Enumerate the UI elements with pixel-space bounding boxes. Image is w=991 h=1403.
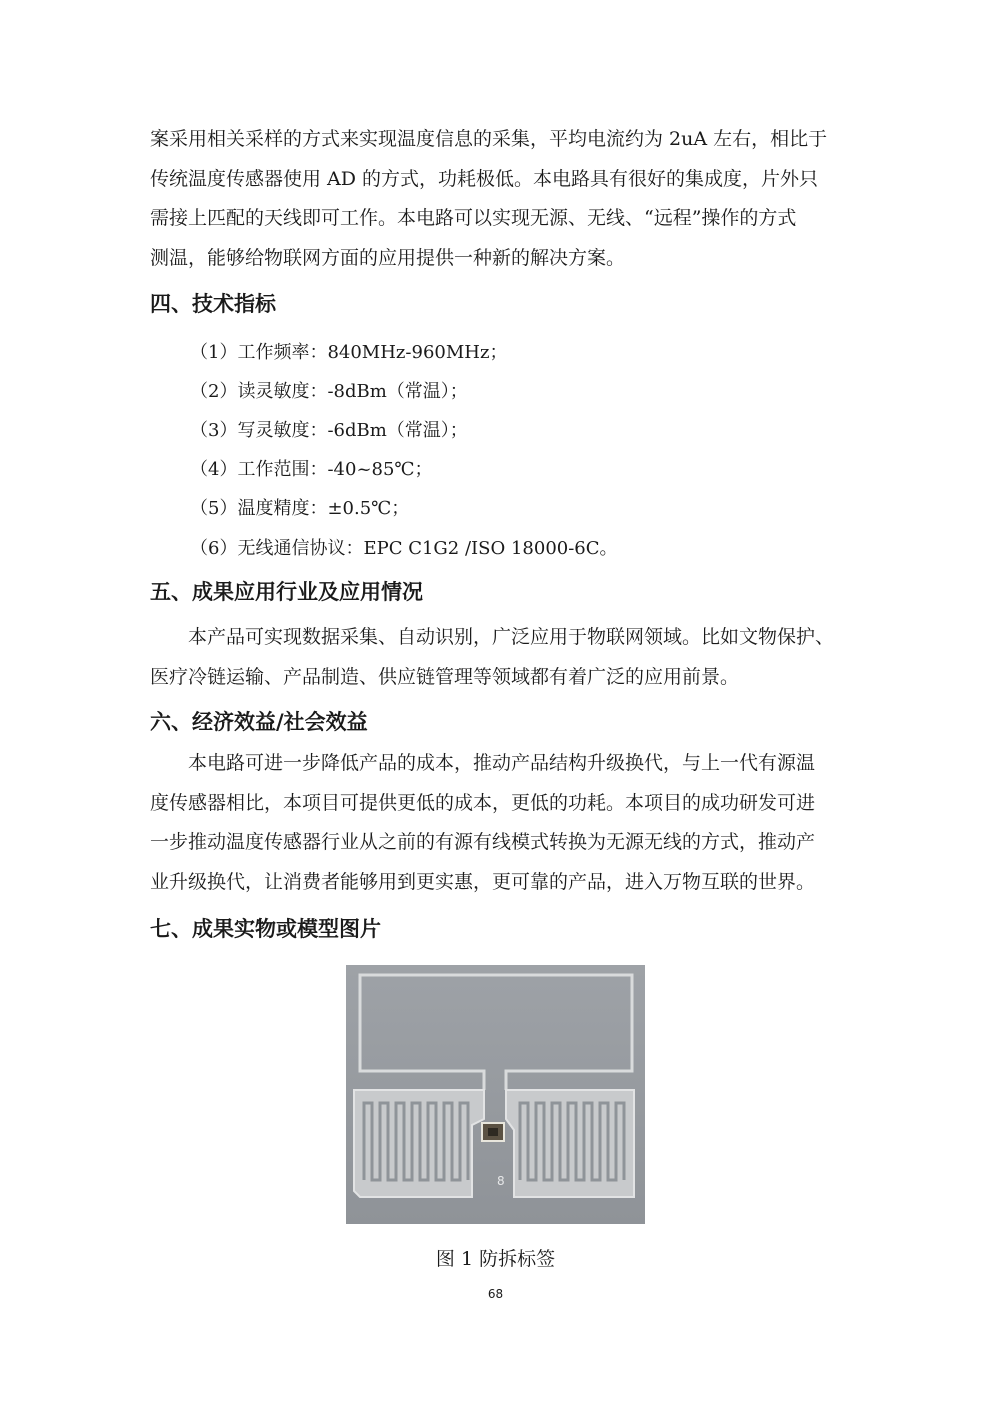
section-6-heading: 六、经济效益/社会效益 — [150, 710, 368, 734]
intro-line-3: 需接上匹配的天线即可工作。本电路可以实现无源、无线、“远程”操作的方式 — [150, 207, 797, 229]
intro-line-2: 传统温度传感器使用 AD 的方式，功耗极低。本电路具有很好的集成度，片外只 — [150, 167, 819, 190]
section-5-heading: 五、成果应用行业及应用情况 — [150, 580, 423, 604]
spec-item-2: （2）读灵敏度：-8dBm（常温）； — [190, 381, 468, 402]
tag-photo — [346, 965, 645, 1224]
section-5-paragraph — [150, 618, 842, 697]
figure-caption: 图 1 防拆标签 — [435, 1248, 556, 1270]
section-4-heading: 四、技术指标 — [150, 292, 276, 316]
spec-item-5: （5）温度精度：±0.5℃； — [190, 498, 410, 519]
section-5-line-2: 医疗冷链运输、产品制造、供应链管理等领域都有着广泛的应用前景。 — [150, 665, 740, 688]
tamper-tag-illustration — [346, 965, 645, 1224]
spec-item-4: （4）工作范围：-40~85℃； — [190, 459, 433, 480]
intro-line-4: 测温，能够给物联网方面的应用提供一种新的解决方案。 — [150, 246, 626, 269]
spec-item-6: （6）无线通信协议：EPC C1G2 /ISO 18000-6C。 — [190, 538, 618, 559]
intro-paragraph — [150, 120, 842, 278]
spec-item-1: （1）工作频率：840MHz-960MHz； — [190, 342, 508, 363]
section-7-heading: 七、成果实物或模型图片 — [150, 917, 381, 941]
tag-number-mark: 8 — [497, 1174, 505, 1188]
section-6-line-2: 度传感器相比，本项目可提供更低的成本，更低的功耗。本项目的成功研发可进 — [150, 791, 816, 814]
page-number: 68 — [487, 1287, 504, 1301]
intro-line-1: 案采用相关采样的方式来实现温度信息的采集，平均电流约为 2uA 左右，相比于 — [150, 128, 828, 150]
section-6-line-4: 业升级换代，让消费者能够用到更实惠，更可靠的产品，进入万物互联的世界。 — [150, 870, 816, 893]
chip-die — [488, 1128, 498, 1136]
spec-item-3: （3）写灵敏度：-6dBm（常温）； — [190, 420, 468, 441]
section-6-line-3: 一步推动温度传感器行业从之前的有源有线模式转换为无源无线的方式，推动产 — [150, 831, 816, 853]
section-5-line-1: 本产品可实现数据采集、自动识别，广泛应用于物联网领域。比如文物保护、 — [188, 626, 835, 648]
section-6-line-1: 本电路可进一步降低产品的成本，推动产品结构升级换代，与上一代有源温 — [188, 752, 816, 774]
section-6-paragraph — [150, 744, 842, 902]
